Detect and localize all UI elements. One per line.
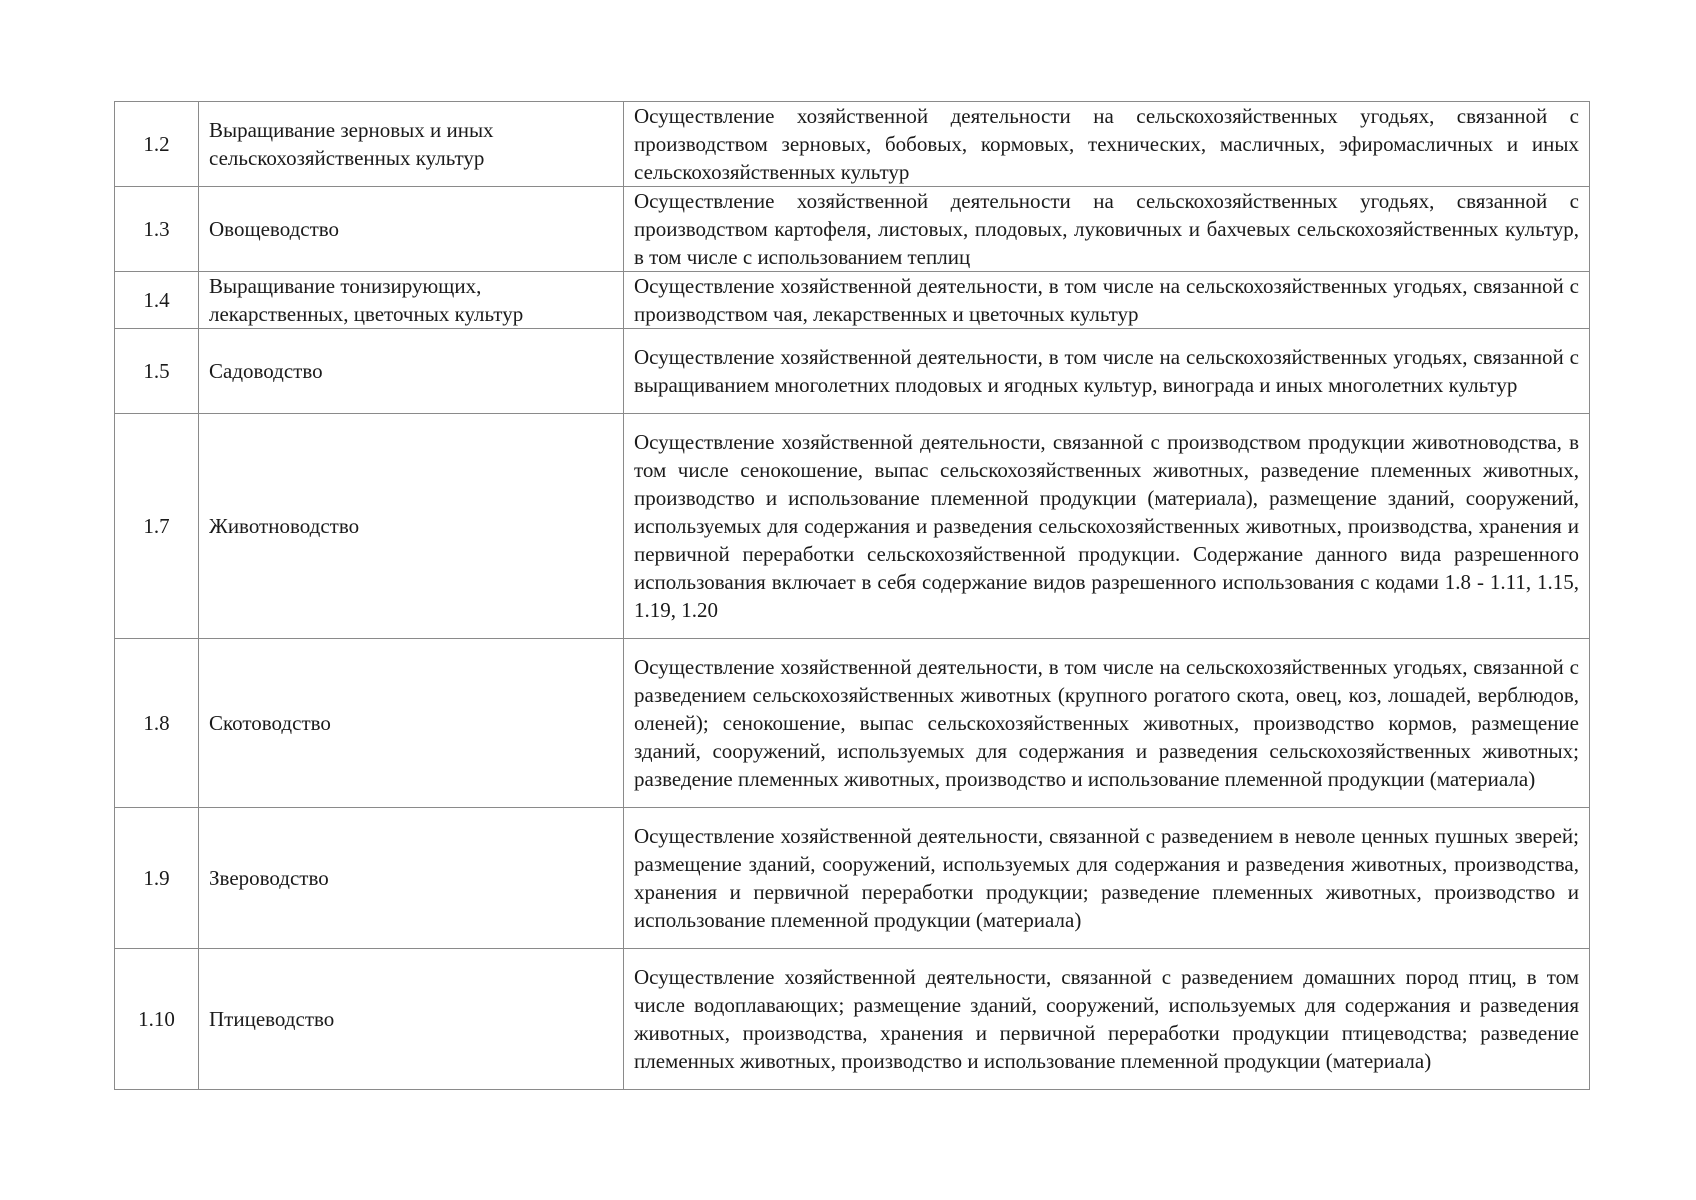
row-name: Выращивание зерновых и иных сельскохозяйственных культур (199, 102, 624, 187)
row-name: Выращивание тонизирующих, лекарственных, цветочных культур (199, 272, 624, 329)
row-name: Скотоводство (199, 639, 624, 808)
table-row (115, 949, 1590, 1090)
row-description: Осуществление хозяйственной деятельности, связанной с производством продукции животноводства, в том числе сенокошение, выпас сельскохозяйственных животных, разведение племенных животных, производство и использование племенной продукции (материала), размещение зданий, сооружений, используемых для содержания и разведения сельскохозяйственных животных, производства, хранения и первичной переработки сельскохозяйственной продукции. Содержание данного вида разрешенного использования включает в себя содержание видов разрешенного использования с кодами 1.8 - 1.11, 1.15, 1.19, 1.20 (624, 414, 1590, 639)
table-row (115, 639, 1590, 808)
row-code: 1.10 (115, 949, 199, 1090)
row-code: 1.5 (115, 329, 199, 414)
row-code: 1.9 (115, 808, 199, 949)
row-description: Осуществление хозяйственной деятельности, в том числе на сельскохозяйственных угодьях, связанной с производством чая, лекарственных и цветочных культур (624, 272, 1590, 329)
row-name: Животноводство (199, 414, 624, 639)
table-row (115, 272, 1590, 329)
row-name: Овощеводство (199, 187, 624, 272)
row-code: 1.4 (115, 272, 199, 329)
row-code: 1.8 (115, 639, 199, 808)
table-row (115, 329, 1590, 414)
row-code: 1.2 (115, 102, 199, 187)
table-row (115, 414, 1590, 639)
row-name: Садоводство (199, 329, 624, 414)
table-row (115, 808, 1590, 949)
row-description: Осуществление хозяйственной деятельности на сельскохозяйственных угодьях, связанной с производством зерновых, бобовых, кормовых, технических, масличных, эфиромасличных и иных сельскохозяйственных культур (624, 102, 1590, 187)
row-description: Осуществление хозяйственной деятельности, связанной с разведением в неволе ценных пушных зверей; размещение зданий, сооружений, используемых для содержания и разведения животных, производства, хранения и первичной переработки продукции; разведение племенных животных, производство и использование племенной продукции (материала) (624, 808, 1590, 949)
table-row (115, 187, 1590, 272)
row-description: Осуществление хозяйственной деятельности, связанной с разведением домашних пород птиц, в том числе водоплавающих; размещение зданий, сооружений, используемых для содержания и разведения животных, производства, хранения и первичной переработки продукции птицеводства; разведение племенных животных, производство и использование племенной продукции (материала) (624, 949, 1590, 1090)
table-row (115, 102, 1590, 187)
row-description: Осуществление хозяйственной деятельности, в том числе на сельскохозяйственных угодьях, связанной с разведением сельскохозяйственных животных (крупного рогатого скота, овец, коз, лошадей, верблюдов, оленей); сенокошение, выпас сельскохозяйственных животных, производство кормов, размещение зданий, сооружений, используемых для содержания и разведения сельскохозяйственных животных; разведение племенных животных, производство и использование племенной продукции (материала) (624, 639, 1590, 808)
row-code: 1.7 (115, 414, 199, 639)
row-name: Птицеводство (199, 949, 624, 1090)
row-description: Осуществление хозяйственной деятельности на сельскохозяйственных угодьях, связанной с производством картофеля, листовых, плодовых, луковичных и бахчевых сельскохозяйственных культур, в том числе с использованием теплиц (624, 187, 1590, 272)
land-use-table (114, 101, 1590, 1090)
row-name: Звероводство (199, 808, 624, 949)
row-description: Осуществление хозяйственной деятельности, в том числе на сельскохозяйственных угодьях, связанной с выращиванием многолетних плодовых и ягодных культур, винограда и иных многолетних культур (624, 329, 1590, 414)
row-code: 1.3 (115, 187, 199, 272)
